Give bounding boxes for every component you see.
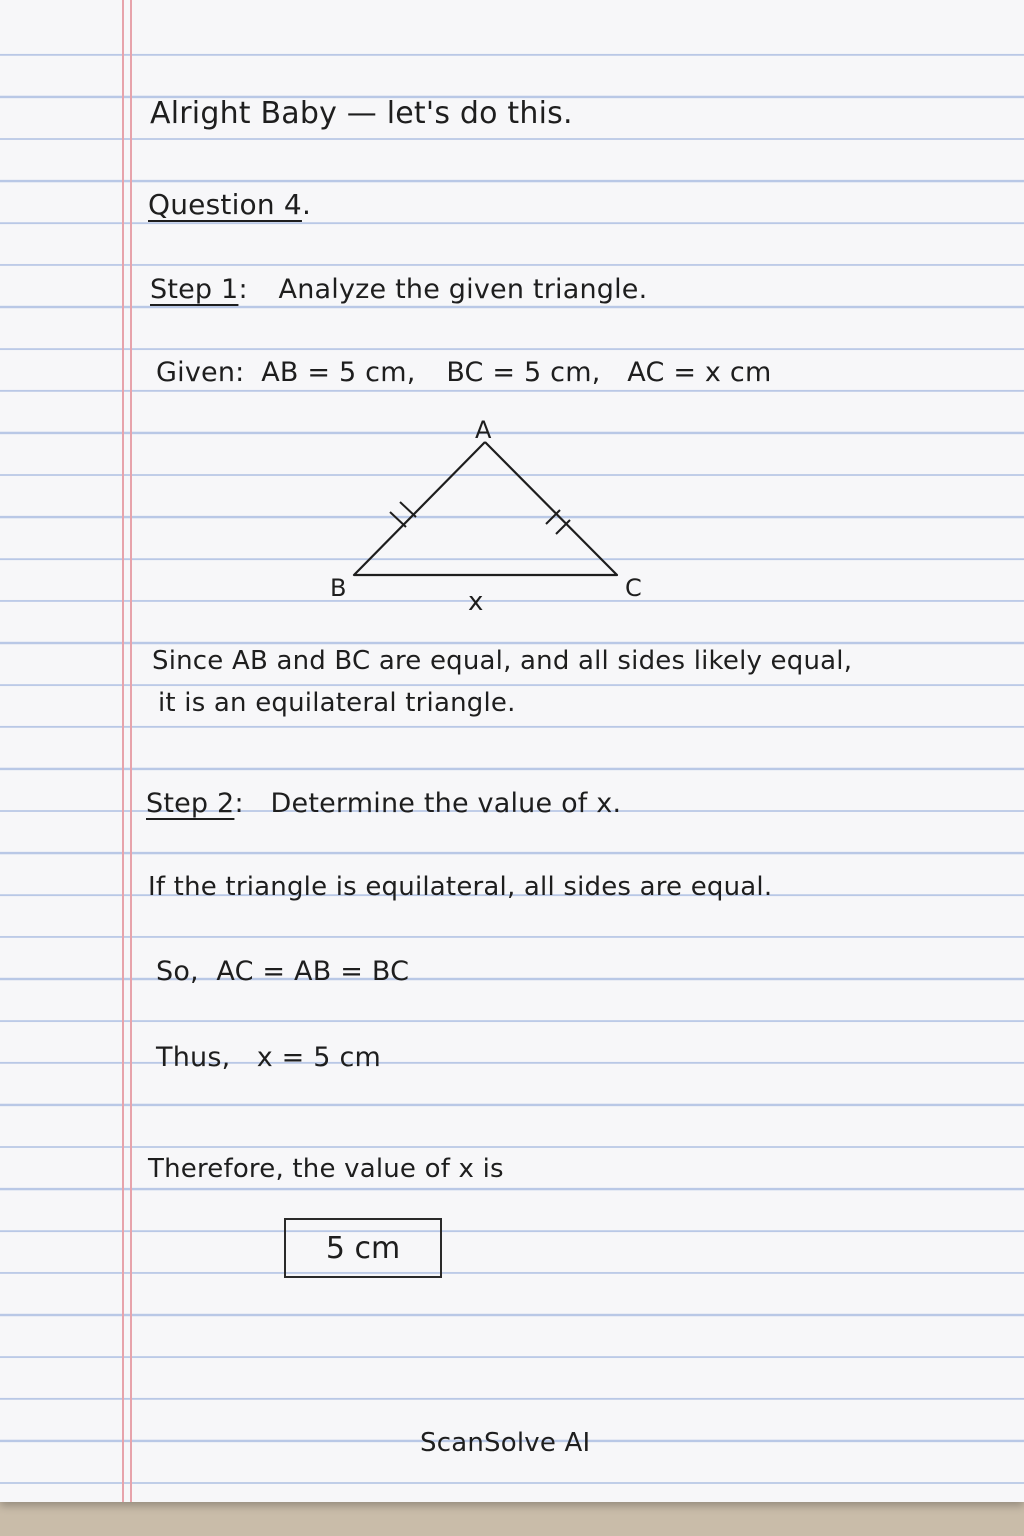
step1-colon: :	[238, 274, 248, 305]
base-x-label: x	[468, 587, 484, 617]
tick-mark-ab	[400, 502, 416, 517]
step2-text: Determine the value of x.	[270, 788, 622, 819]
given-prefix: Given:	[156, 357, 245, 388]
question-heading	[148, 188, 311, 221]
step2-colon: :	[234, 788, 244, 819]
given-line	[156, 357, 771, 388]
step2-line1: If the triangle is equilateral, all sides are equal.	[148, 872, 773, 902]
given-ac: AC = x cm	[627, 357, 772, 388]
step1-label: Step 1	[150, 274, 239, 305]
step2-line2: So, AC = AB = BC	[156, 956, 410, 987]
step1-text: Analyze the given triangle.	[278, 274, 648, 305]
reasoning-line1: Since AB and BC are equal, and all sides likely equal,	[152, 646, 853, 676]
conclusion-text: Therefore, the value of x is	[148, 1154, 504, 1184]
step2-heading	[146, 788, 621, 819]
tick-mark-ab	[390, 512, 406, 527]
given-ab: AB = 5 cm,	[261, 357, 416, 388]
greeting: Alright Baby — let's do this.	[150, 96, 573, 131]
margin-line	[130, 0, 132, 1502]
given-bc: BC = 5 cm,	[446, 357, 601, 388]
step1-heading	[150, 274, 647, 305]
reasoning-line2: it is an equilateral triangle.	[158, 688, 516, 718]
question-title: Question 4	[148, 188, 302, 221]
margin-line	[122, 0, 124, 1502]
answer-box	[284, 1218, 442, 1278]
footer-brand: ScanSolve AI	[420, 1428, 591, 1458]
vertex-c-label: C	[625, 574, 642, 602]
triangle-outline	[354, 442, 617, 575]
step2-line3: Thus, x = 5 cm	[156, 1042, 381, 1073]
vertex-a-label: A	[475, 416, 492, 444]
triangle-diagram	[320, 410, 660, 620]
answer-value: 5 cm	[325, 1230, 401, 1266]
step2-label: Step 2	[146, 788, 235, 819]
question-title-suffix: .	[301, 188, 312, 221]
vertex-b-label: B	[330, 574, 347, 602]
